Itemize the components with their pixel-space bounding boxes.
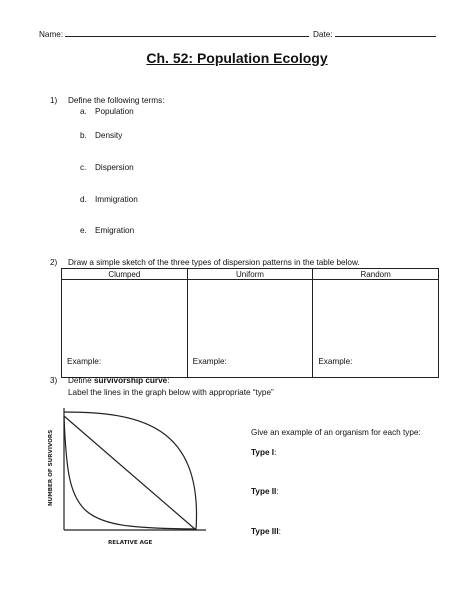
clumped-sketch-cell[interactable] xyxy=(62,280,188,378)
q3-prompt-prefix: Define xyxy=(68,376,94,385)
q1-term-dispersion: Dispersion xyxy=(95,163,134,172)
example-label: Example: xyxy=(67,357,102,366)
q1-term-letter: a. xyxy=(80,107,87,116)
name-line[interactable] xyxy=(39,28,309,40)
q1-term-immigration: Immigration xyxy=(95,195,138,204)
name-label: Name: xyxy=(39,30,64,39)
q1-term-letter: c. xyxy=(80,163,87,172)
q3-prompt-term: survivorship curve xyxy=(93,376,168,385)
q3-number: 3) xyxy=(50,376,58,385)
type-2-line xyxy=(251,487,279,497)
type-2-suffix: : xyxy=(276,487,279,496)
dispersion-table xyxy=(61,268,439,378)
dispersion-table-row xyxy=(62,280,439,378)
graph-y-label: NUMBER OF SURVIVORS xyxy=(48,429,54,506)
q1-term-letter: d. xyxy=(80,195,87,204)
column-header-uniform: Uniform xyxy=(187,269,313,280)
column-header-clumped: Clumped xyxy=(62,269,188,280)
q1-term-density: Density xyxy=(95,131,123,140)
column-header-random: Random xyxy=(313,269,439,280)
q1-term-letter: e. xyxy=(80,226,87,235)
survivorship-curve-diagonal[interactable] xyxy=(64,416,196,530)
q3-prompt xyxy=(68,376,170,386)
date-line[interactable] xyxy=(313,28,436,40)
date-input-line[interactable] xyxy=(335,28,436,37)
q1-term-population: Population xyxy=(95,107,134,116)
type-1-label: Type I xyxy=(251,448,275,457)
type-3-line xyxy=(251,527,281,537)
name-input-line[interactable] xyxy=(65,28,309,37)
q1-term-letter: b. xyxy=(80,131,87,140)
q2-prompt: Draw a simple sketch of the three types of dispersion patterns in the table below. xyxy=(68,258,360,267)
page-title: Ch. 52: Population Ecology xyxy=(146,50,328,66)
type-3-label: Type III xyxy=(251,527,279,536)
survivorship-graph xyxy=(28,402,218,550)
example-label: Example: xyxy=(318,357,353,366)
type-2-label: Type II xyxy=(251,487,277,496)
dispersion-table-header-row xyxy=(62,269,439,280)
q1-prompt: Define the following terms: xyxy=(68,96,165,105)
q2-number: 2) xyxy=(50,258,58,267)
example-prompt: Give an example of an organism for each type: xyxy=(251,428,421,437)
type-1-line xyxy=(251,448,276,458)
q3-prompt-suffix: : xyxy=(167,376,170,385)
survivorship-curve-upper[interactable] xyxy=(64,412,197,530)
type-1-suffix: : xyxy=(274,448,277,457)
date-label: Date: xyxy=(313,30,333,39)
q1-number: 1) xyxy=(50,96,58,105)
random-sketch-cell[interactable] xyxy=(313,280,439,378)
uniform-sketch-cell[interactable] xyxy=(187,280,313,378)
q1-term-emigration: Emigration xyxy=(95,226,135,235)
type-3-suffix: : xyxy=(278,527,281,536)
q3-instruction: Label the lines in the graph below with appropriate “type” xyxy=(68,388,274,397)
graph-x-label: RELATIVE AGE xyxy=(108,540,153,546)
example-label: Example: xyxy=(192,357,227,366)
